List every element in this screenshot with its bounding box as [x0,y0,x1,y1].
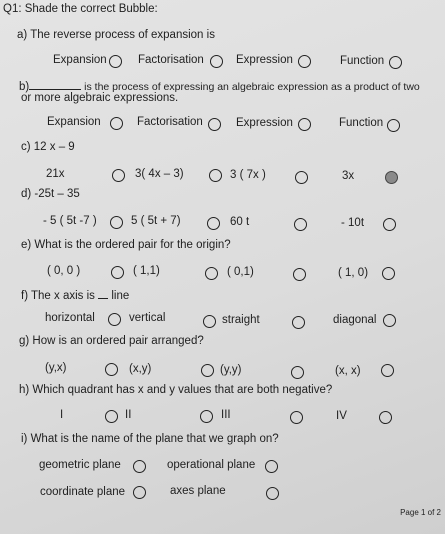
qb-option-4-bubble[interactable] [387,119,400,132]
qg-option-2-bubble[interactable] [201,364,214,377]
qh-option-2-label: II [125,409,132,421]
qe-option-2-bubble[interactable] [205,267,218,280]
qh-option-4-bubble[interactable] [379,411,392,424]
qa-option-4-label: Function [340,55,385,67]
answer-blank [98,288,108,299]
qg-option-2-label: (x,y) [129,363,152,375]
qd-option-1-bubble[interactable] [110,216,123,229]
question-g-prompt: g) How is an ordered pair arranged? [19,335,204,347]
qi-option-3-label: coordinate plane [40,486,126,498]
qb-option-4-label: Function [339,117,384,129]
qe-option-2-label: ( 1,1) [133,265,160,277]
qb-option-1-bubble[interactable] [110,117,123,130]
qc-option-3-bubble[interactable] [295,171,308,184]
answer-blank [29,79,81,90]
qd-option-2-bubble[interactable] [207,217,220,230]
qa-option-2-label: Factorisation [138,54,204,66]
qc-option-4-label: 3x [342,170,355,182]
qc-option-1-bubble[interactable] [112,169,125,182]
qa-option-3-bubble[interactable] [298,55,311,68]
qg-option-3-label: (y,y) [220,364,242,376]
qi-option-3-bubble[interactable] [133,486,146,499]
qi-option-2-label: operational plane [167,459,256,471]
qh-option-4-label: IV [336,410,347,422]
question-b-prompt: b) is the process of expressing an algebraic expression as a product of two [19,81,420,93]
qf-option-2-label: vertical [129,312,166,324]
question-a-prompt: a) The reverse process of expansion is [17,29,215,41]
question-i-prompt: i) What is the name of the plane that we graph on? [21,433,279,445]
qc-option-4-bubble-shaded[interactable] [385,171,398,184]
qh-option-2-bubble[interactable] [200,410,213,423]
qf-option-1-label: horizontal [45,312,95,324]
qc-option-3-label: 3 ( 7x ) [230,169,266,181]
qd-option-3-bubble[interactable] [294,218,307,231]
qc-option-2-bubble[interactable] [209,169,222,182]
question-c-prompt: c) 12 x – 9 [21,141,75,153]
qa-option-4-bubble[interactable] [389,56,402,69]
question-e-prompt: e) What is the ordered pair for the origin? [21,239,231,251]
worksheet-title: Q1: Shade the correct Bubble: [3,3,158,15]
qa-option-2-bubble[interactable] [210,55,223,68]
qi-option-4-label: axes plane [170,485,226,497]
qf-option-3-label: straight [222,314,260,326]
question-f-prompt: f) The x axis is line [21,290,130,302]
qi-option-2-bubble[interactable] [265,460,278,473]
qa-option-1-bubble[interactable] [109,55,122,68]
qa-option-1-label: Expansion [53,54,107,66]
qg-option-1-label: (y,x) [45,362,67,374]
qd-option-4-bubble[interactable] [383,218,396,231]
qi-option-1-label: geometric plane [39,459,121,471]
qf-option-1-bubble[interactable] [108,313,121,326]
qe-option-4-bubble[interactable] [382,267,395,280]
qb-option-3-bubble[interactable] [298,118,311,131]
question-h-prompt: h) Which quadrant has x and y values that are both negative? [19,384,333,396]
qg-option-3-bubble[interactable] [291,366,304,379]
qf-option-4-label: diagonal [333,314,377,326]
qd-option-4-label: - 10t [341,217,365,229]
qh-option-1-label: I [60,409,64,421]
question-d-prompt: d) -25t – 35 [21,188,80,200]
qd-option-3-label: 60 t [230,216,250,228]
qd-option-2-label: 5 ( 5t + 7) [131,215,181,227]
qb-option-2-bubble[interactable] [208,118,221,131]
qb-option-3-label: Expression [236,117,293,129]
qc-option-1-label: 21x [46,168,65,180]
qe-option-3-label: ( 0,1) [227,266,254,278]
page-number: Page 1 of 2 [400,508,441,517]
qg-option-1-bubble[interactable] [105,363,118,376]
qg-option-4-label: (x, x) [335,365,361,377]
qf-option-2-bubble[interactable] [203,315,216,328]
qh-option-3-bubble[interactable] [290,411,303,424]
qc-option-2-label: 3( 4x – 3) [135,168,184,180]
qb-option-1-label: Expansion [47,116,101,128]
qh-option-1-bubble[interactable] [105,410,118,423]
qf-option-4-bubble[interactable] [383,314,396,327]
qa-option-3-label: Expression [236,54,293,66]
qe-option-1-bubble[interactable] [111,266,124,279]
qe-option-1-label: ( 0, 0 ) [47,265,81,277]
qg-option-4-bubble[interactable] [381,364,394,377]
qi-option-4-bubble[interactable] [266,487,279,500]
qi-option-1-bubble[interactable] [133,460,146,473]
qh-option-3-label: III [221,409,231,421]
qe-option-3-bubble[interactable] [293,268,306,281]
qd-option-1-label: - 5 ( 5t -7 ) [43,215,97,227]
qf-option-3-bubble[interactable] [292,316,305,329]
qb-option-2-label: Factorisation [137,116,203,128]
qe-option-4-label: ( 1, 0) [338,267,369,279]
question-b-prompt-line2: or more algebraic expressions. [21,92,179,104]
